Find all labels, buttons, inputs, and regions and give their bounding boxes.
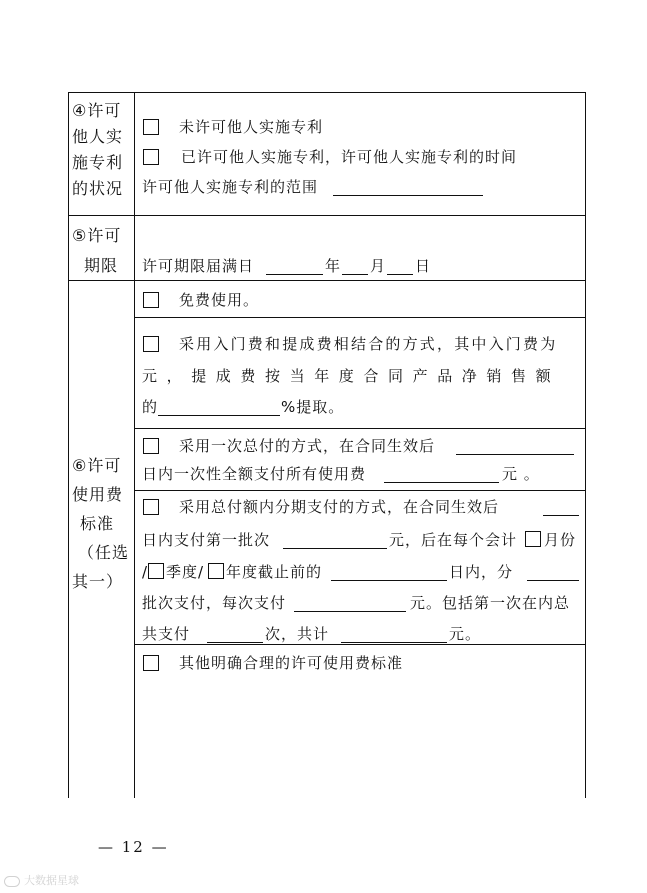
expiry-year-blank[interactable] bbox=[266, 274, 323, 275]
option-install-line3-a: / bbox=[142, 563, 149, 581]
section6-label-line1: ⑥许可 bbox=[72, 456, 122, 475]
section6-label bbox=[72, 455, 132, 600]
option-install-line3-b: 季度/ bbox=[166, 563, 205, 581]
checkbox-monthly[interactable] bbox=[525, 531, 541, 547]
section6-label-line4: （任选 bbox=[78, 543, 130, 562]
expiry-month-blank[interactable] bbox=[342, 274, 368, 275]
option-entry-line3-b: %提取。 bbox=[281, 398, 345, 416]
option-other: 其他明确合理的许可使用费标准 bbox=[179, 654, 404, 672]
lump-days-blank[interactable] bbox=[456, 454, 574, 455]
expiry-month-unit: 月 bbox=[370, 257, 387, 275]
option-free: 免费使用。 bbox=[179, 291, 260, 309]
install-total-blank[interactable] bbox=[341, 642, 447, 643]
checkbox-quarterly[interactable] bbox=[148, 563, 164, 579]
option-licensed: 已许可他人实施专利，许可他人实施专利的时间 bbox=[181, 148, 518, 166]
checkbox-entry-royalty[interactable] bbox=[143, 336, 159, 352]
install-batches-blank[interactable] bbox=[527, 580, 579, 581]
option-install-line3-d: 日内，分 bbox=[449, 563, 514, 581]
section5-label bbox=[72, 225, 132, 281]
section6-label-line2: 使用费 bbox=[72, 485, 124, 504]
row-divider-5-6 bbox=[68, 280, 586, 281]
option-install-line5-a: 共支付 bbox=[142, 625, 191, 643]
option-install-line5-b: 次，共计 bbox=[265, 625, 330, 643]
checkbox-not-licensed[interactable] bbox=[143, 119, 159, 135]
install-times-blank[interactable] bbox=[207, 642, 263, 643]
table-left-border bbox=[68, 92, 69, 798]
checkbox-lump-sum[interactable] bbox=[143, 438, 159, 454]
option-install-line2-a: 日内支付第一批次 bbox=[142, 531, 271, 549]
option-install-line4-a: 批次支付，每次支付 bbox=[142, 594, 287, 612]
sub-divider-install bbox=[134, 644, 586, 645]
option-entry-line1: 采用入门费和提成费相结合的方式，其中入门费为 bbox=[179, 335, 558, 353]
section5-label-line1: ⑤许可 bbox=[72, 226, 122, 245]
row-divider-4-5 bbox=[68, 215, 586, 216]
install-deadline-days-blank[interactable] bbox=[331, 580, 447, 581]
option-entry-line2: 元，提成费按当年度合同产品净销售额 bbox=[142, 367, 561, 385]
option-install-line4-b: 元。包括第一次在内总 bbox=[410, 594, 571, 612]
option-not-licensed: 未许可他人实施专利 bbox=[179, 118, 324, 136]
checkbox-licensed[interactable] bbox=[143, 149, 159, 165]
section4-label bbox=[72, 100, 132, 204]
section5-label-line2: 期限 bbox=[84, 256, 119, 275]
expiry-label: 许可期限届满日 bbox=[142, 257, 255, 275]
expiry-year-unit: 年 bbox=[325, 257, 342, 275]
license-scope-blank[interactable] bbox=[333, 195, 483, 196]
option-install-line2-c: 月份 bbox=[544, 531, 577, 549]
checkbox-other[interactable] bbox=[143, 655, 159, 671]
option-lump-line1: 采用一次总付的方式，在合同生效后 bbox=[179, 437, 436, 455]
option-lump-line2-a: 日内一次性全额支付所有使用费 bbox=[142, 465, 367, 483]
checkbox-installment[interactable] bbox=[143, 499, 159, 515]
option-install-line5-c: 元。 bbox=[449, 625, 482, 643]
royalty-percent-blank[interactable] bbox=[158, 415, 280, 416]
section6-label-line5: 其一） bbox=[72, 572, 124, 591]
sub-divider-free bbox=[134, 317, 586, 318]
table-top-border bbox=[68, 92, 586, 93]
option-install-line1: 采用总付额内分期支付的方式，在合同生效后 bbox=[179, 498, 500, 516]
section4-label-line2: 他人实 bbox=[72, 127, 124, 146]
watermark-logo-icon bbox=[4, 876, 20, 887]
page-number: — 12 — bbox=[98, 838, 169, 856]
checkbox-yearly[interactable] bbox=[208, 563, 224, 579]
watermark-text: 大数据星球 bbox=[24, 874, 79, 887]
checkbox-free[interactable] bbox=[143, 292, 159, 308]
license-scope-label: 许可他人实施专利的范围 bbox=[142, 178, 319, 196]
lump-amount-blank[interactable] bbox=[384, 482, 499, 483]
section4-label-line4: 的状况 bbox=[72, 179, 124, 198]
section4-label-line3: 施专利 bbox=[72, 153, 124, 172]
option-entry-line3-a: 的 bbox=[142, 398, 159, 416]
watermark bbox=[4, 872, 79, 888]
expiry-day-blank[interactable] bbox=[387, 274, 413, 275]
table-column-divider bbox=[134, 92, 135, 798]
expiry-day-unit: 日 bbox=[415, 257, 432, 275]
install-each-amount-blank[interactable] bbox=[294, 611, 406, 612]
section4-label-line1: ④许可 bbox=[72, 101, 122, 120]
option-install-line2-b: 元，后在每个会计 bbox=[389, 531, 518, 549]
install-first-amount-blank[interactable] bbox=[283, 548, 387, 549]
install-days-blank[interactable] bbox=[543, 515, 579, 516]
option-install-line3-c: 年度截止前的 bbox=[226, 563, 323, 581]
section6-label-line3: 标准 bbox=[80, 514, 115, 533]
sub-divider-entry bbox=[134, 428, 586, 429]
sub-divider-lump bbox=[134, 490, 586, 491]
table-right-border bbox=[585, 92, 586, 798]
option-lump-line2-b: 元 。 bbox=[502, 465, 540, 483]
